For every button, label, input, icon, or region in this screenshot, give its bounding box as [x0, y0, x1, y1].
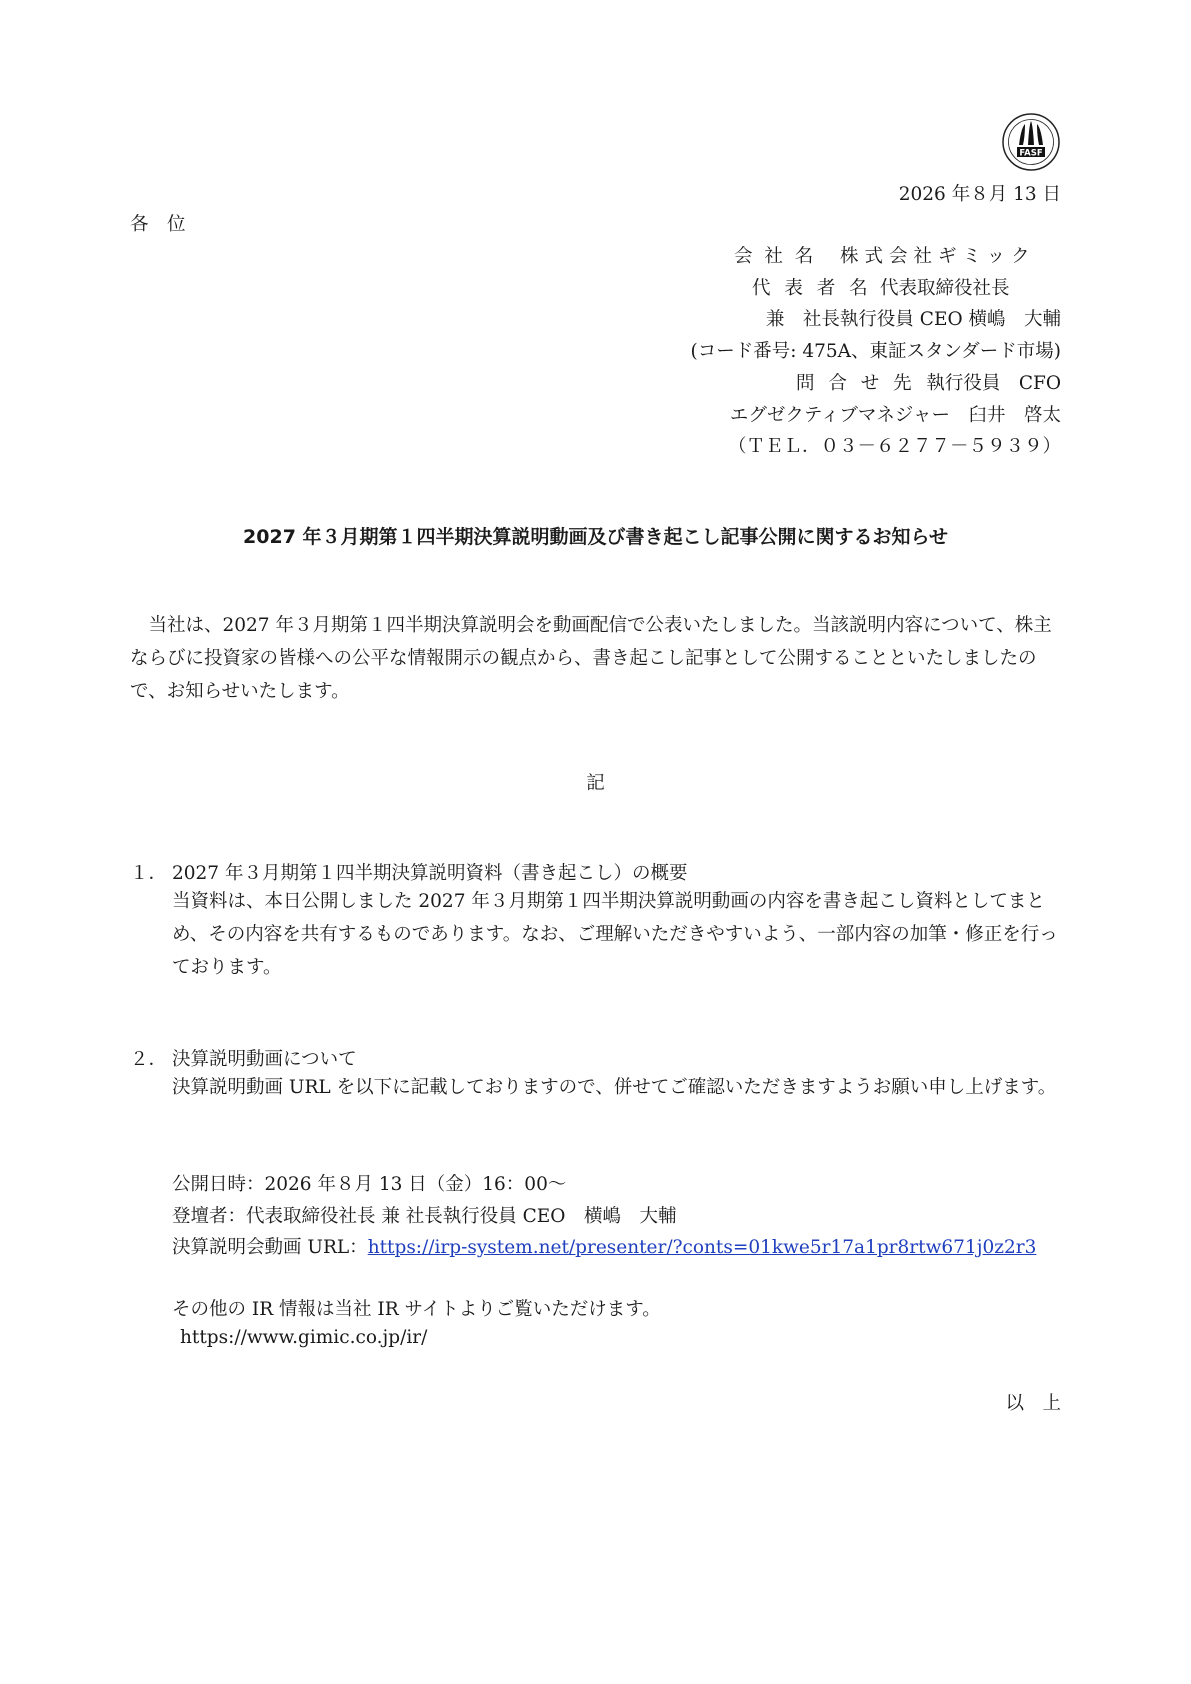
contact-name: エグゼクティブマネジャー 臼井 啓太 — [729, 405, 1061, 426]
section2-number: ２． — [130, 1049, 168, 1070]
logo-text: FASF — [1019, 148, 1043, 159]
ki-mark: 記 — [586, 773, 605, 794]
addressee: 各 位 — [130, 214, 186, 235]
contact-tel: （ＴＥＬ．０３－６２７７－５９３９） — [727, 436, 1061, 457]
publish-datetime: 公開日時：2026 年８月 13 日（金）16：00～ — [172, 1174, 567, 1195]
representative-title: 代表取締役社長 — [880, 278, 1010, 299]
fasf-logo — [1001, 112, 1061, 172]
representative-label: 代 表 者 名 — [752, 278, 872, 299]
document-title: 2027 年３月期第１四半期決算説明動画及び書き起こし記事公開に関するお知らせ — [243, 526, 948, 548]
section1-heading: 2027 年３月期第１四半期決算説明資料（書き起こし）の概要 — [172, 863, 688, 884]
section1-number: １． — [130, 863, 168, 884]
section2-heading: 決算説明動画について — [172, 1049, 357, 1070]
ijo-closing: 以 上 — [1005, 1393, 1061, 1414]
ir-site-url[interactable]: https://www.gimic.co.jp/ir/ — [180, 1327, 428, 1348]
issue-date: 2026 年８月 13 日 — [898, 184, 1061, 205]
video-url-label: 決算説明会動画 URL： — [172, 1237, 368, 1258]
representative-name: 兼 社長執行役員 CEO 横嶋 大輔 — [765, 309, 1061, 330]
section1-body: 当資料は、本日公開しました 2027 年３月期第１四半期決算説明動画の内容を書き起こし資料としてまとめ、その内容を共有するものであります。なお、ご理解いただきやすいよう、一部内容の加筆・修正を行っております。 — [172, 891, 1058, 978]
contact-title: 執行役員 CFO — [926, 373, 1061, 394]
company-name-label: 会 社 名 — [734, 246, 817, 267]
speaker: 登壇者：代表取締役社長 兼 社長執行役員 CEO 横嶋 大輔 — [172, 1206, 677, 1227]
video-url-line — [172, 1233, 1036, 1259]
section2-body: 決算説明動画 URL を以下に記載しておりますので、併せてご確認いただきますようお願い申し上げます。 — [172, 1077, 1057, 1098]
company-name: 株式会社ギミック — [840, 246, 1036, 267]
video-url-link[interactable]: https://irp-system.net/presenter/?conts=01kwe5r17a1pr8rtw671j0z2r3 — [367, 1237, 1037, 1258]
other-ir-info: その他の IR 情報は当社 IR サイトよりご覧いただけます。 — [172, 1299, 661, 1320]
intro-paragraph: 当社は、2027 年３月期第１四半期決算説明会を動画配信で公表いたしました。当該説明内容について、株主ならびに投資家の皆様への公平な情報開示の観点から、書き起こし記事として公開することといたしましたので、お知らせいたします。 — [130, 615, 1052, 702]
stock-code: (コード番号: 475A、東証スタンダード市場) — [690, 341, 1061, 362]
contact-label: 問 合 せ 先 — [796, 373, 916, 394]
